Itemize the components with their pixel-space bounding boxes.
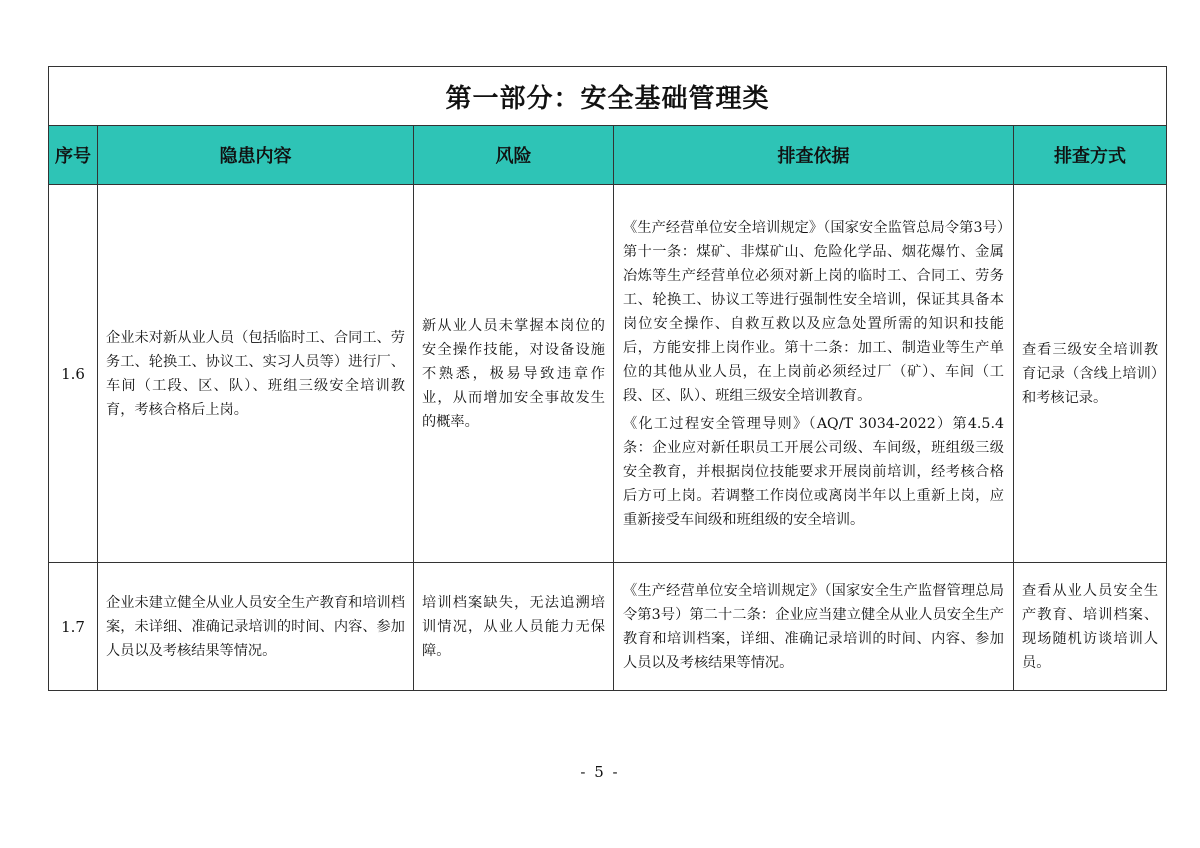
basis-paragraph: 《化工过程安全管理导则》（AQ/T 3034-2022）第4.5.4条：企业应对新任职员工开展公司级、车间级，班组级三级安全教育，并根据岗位技能要求开展岗前培训，经考核合格后方可上岗。若调整工作岗位或离岗半年以上重新上岗，应重新接受车间级和班组级的安全培训。 (623, 415, 1004, 528)
hazard-table (48, 66, 1167, 691)
method-text: 查看从业人员安全生产教育、培训档案、现场随机访谈培训人员。 (1014, 563, 1167, 691)
section-title: 第一部分：安全基础管理类 (49, 67, 1167, 126)
row-number: 1.7 (49, 563, 98, 691)
basis-cell (614, 563, 1014, 691)
header-basis: 排查依据 (614, 126, 1014, 185)
header-method: 排查方式 (1014, 126, 1167, 185)
header-risk: 风险 (414, 126, 614, 185)
basis-paragraph: 《生产经营单位安全培训规定》（国家安全监管总局令第3号）第十一条：煤矿、非煤矿山、危险化学品、烟花爆竹、金属冶炼等生产经营单位必须对新上岗的临时工、合同工、劳务工、轮换工、协议工等进行强制性安全培训，保证其具备本岗位安全操作、自救互救以及应急处置所需的知识和技能后，方能安排上岗作业。第十二条：加工、制造业等生产单位的其他从业人员，在上岗前必须经过厂（矿）、车间（工段、区、队）、班组三级安全培训教育。 (623, 219, 1004, 404)
row-number: 1.6 (49, 185, 98, 563)
table-row (49, 185, 1167, 563)
hazard-content: 企业未建立健全从业人员安全生产教育和培训档案，未详细、准确记录培训的时间、内容、参加人员以及考核结果等情况。 (98, 563, 414, 691)
risk-text: 新从业人员未掌握本岗位的安全操作技能，对设备设施不熟悉，极易导致违章作业，从而增加安全事故发生的概率。 (414, 185, 614, 563)
page-number: - 5 - (580, 763, 620, 781)
method-text: 查看三级安全培训教育记录（含线上培训）和考核记录。 (1014, 185, 1167, 563)
table-row (49, 563, 1167, 691)
header-content: 隐患内容 (98, 126, 414, 185)
header-no: 序号 (49, 126, 98, 185)
risk-text: 培训档案缺失，无法追溯培训情况，从业人员能力无保障。 (414, 563, 614, 691)
basis-cell (614, 185, 1014, 563)
hazard-content: 企业未对新从业人员（包括临时工、合同工、劳务工、轮换工、协议工、实习人员等）进行厂、车间（工段、区、队）、班组三级安全培训教育，考核合格后上岗。 (98, 185, 414, 563)
basis-paragraph: 《生产经营单位安全培训规定》（国家安全生产监督管理总局令第3号）第二十二条：企业应当建立健全从业人员安全生产教育和培训档案，详细、准确记录培训的时间、内容、参加人员以及考核结果等情况。 (623, 582, 1004, 671)
title-row (49, 67, 1167, 126)
header-row (49, 126, 1167, 185)
